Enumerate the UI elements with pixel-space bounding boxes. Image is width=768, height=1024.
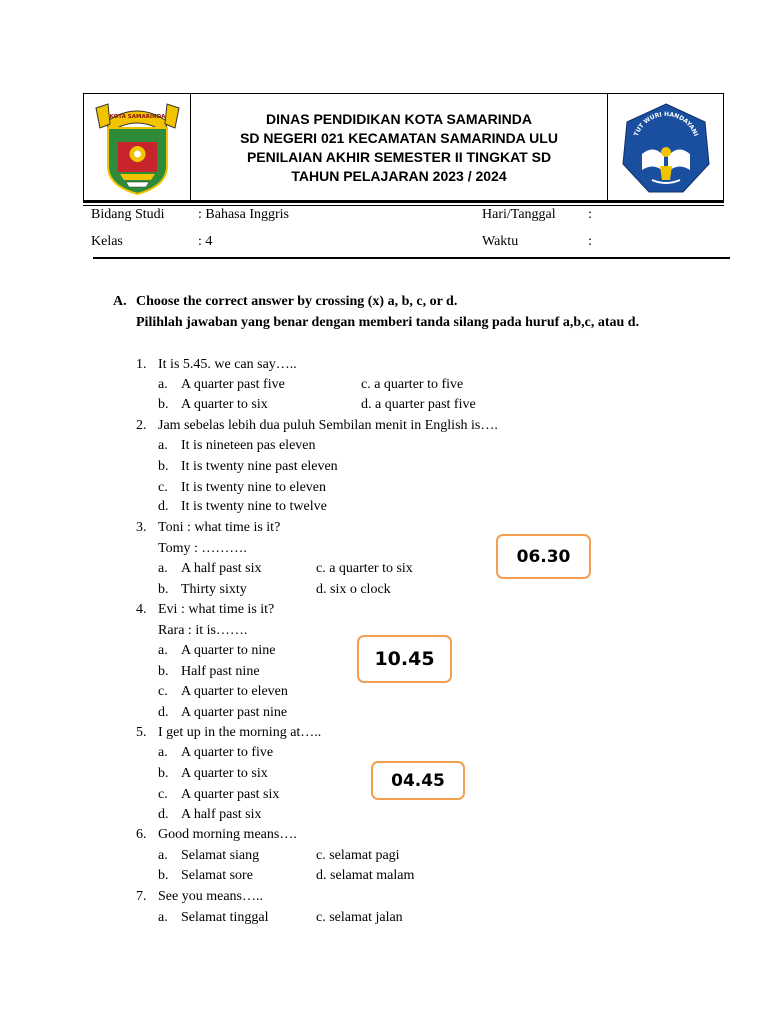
option-a[interactable]: Selamat tinggal	[181, 910, 269, 925]
header-line-1: DINAS PENDIDIKAN KOTA SAMARINDA	[266, 110, 532, 127]
option-a[interactable]: A quarter past five	[181, 377, 285, 392]
class-value: : 4	[198, 234, 213, 249]
header-divider-thick	[83, 200, 724, 203]
option-c[interactable]: c. a quarter to six	[316, 561, 413, 576]
option-b[interactable]: It is twenty nine past eleven	[181, 459, 338, 474]
option-d[interactable]: A half past six	[181, 807, 262, 822]
question-text: Evi : what time is it?	[158, 602, 275, 617]
question-text: Good morning means….	[158, 827, 297, 842]
question-number: 4.	[136, 602, 147, 617]
header-box	[83, 93, 724, 202]
option-b[interactable]: Selamat sore	[181, 868, 253, 883]
time-label: Waktu	[482, 234, 519, 249]
samarinda-logo	[84, 94, 191, 201]
header-line-4: TAHUN PELAJARAN 2023 / 2024	[291, 167, 507, 184]
option-letter: d.	[158, 499, 169, 514]
option-letter: b.	[158, 582, 169, 597]
tut-wuri-logo-cell	[607, 94, 723, 201]
option-letter: d.	[158, 807, 169, 822]
section-letter: A.	[113, 294, 127, 309]
option-d[interactable]: d. six o clock	[316, 582, 391, 597]
header-title	[191, 94, 607, 201]
subject-label: Bidang Studi	[91, 207, 165, 222]
option-letter: b.	[158, 766, 169, 781]
clock-time-box: 10.45	[357, 635, 452, 683]
option-a[interactable]: It is nineteen pas eleven	[181, 438, 316, 453]
option-c[interactable]: A quarter to eleven	[181, 684, 288, 699]
option-c[interactable]: c. selamat pagi	[316, 848, 400, 863]
option-letter: a.	[158, 438, 168, 453]
tut-wuri-handayani-logo	[608, 94, 724, 201]
question-text: Toni : what time is it?	[158, 520, 281, 535]
question-number: 1.	[136, 357, 147, 372]
option-d[interactable]: A quarter past nine	[181, 705, 288, 720]
section-instruction-en: Choose the correct answer by crossing (x) a, b, c, or d.	[136, 294, 458, 309]
option-d[interactable]: d. a quarter past five	[361, 397, 476, 412]
option-c[interactable]: c. selamat jalan	[316, 910, 403, 925]
option-d[interactable]: It is twenty nine to twelve	[181, 499, 327, 514]
option-a[interactable]: A quarter to nine	[181, 643, 276, 658]
option-c[interactable]: A quarter past six	[181, 787, 280, 802]
option-b[interactable]: A quarter to six	[181, 397, 268, 412]
header-divider-thin	[83, 205, 724, 206]
option-a[interactable]: A half past six	[181, 561, 262, 576]
question-text: It is 5.45. we can say…..	[158, 357, 297, 372]
option-letter: a.	[158, 745, 168, 760]
option-a[interactable]: Selamat siang	[181, 848, 260, 863]
question-number: 5.	[136, 725, 147, 740]
clock-time-box: 04.45	[371, 761, 465, 800]
option-a[interactable]: A quarter to five	[181, 745, 274, 760]
info-divider	[93, 257, 730, 259]
option-letter: b.	[158, 397, 169, 412]
svg-text:KOTA SAMARINDA: KOTA SAMARINDA	[109, 114, 166, 120]
svg-text:TUT WURI HANDAYANI: TUT WURI HANDAYANI	[632, 110, 700, 138]
option-letter: d.	[158, 705, 169, 720]
option-d[interactable]: d. selamat malam	[316, 868, 415, 883]
question-number: 7.	[136, 889, 147, 904]
question-text-line2: Rara : it is…….	[158, 623, 248, 638]
question-text-line2: Tomy : ……….	[158, 541, 247, 556]
option-letter: a.	[158, 377, 168, 392]
day-label: Hari/Tanggal	[482, 207, 556, 222]
header-line-2: SD NEGERI 021 KECAMATAN SAMARINDA ULU	[240, 129, 558, 146]
option-letter: b.	[158, 459, 169, 474]
question-text: I get up in the morning at…..	[158, 725, 322, 740]
day-value: :	[588, 207, 592, 222]
option-letter: a.	[158, 848, 168, 863]
question-text: Jam sebelas lebih dua puluh Sembilan menit in English is….	[158, 418, 498, 433]
option-letter: b.	[158, 664, 169, 679]
header-line-3: PENILAIAN AKHIR SEMESTER II TINGKAT SD	[246, 148, 552, 165]
option-c[interactable]: It is twenty nine to eleven	[181, 480, 327, 495]
question-text: See you means…..	[158, 889, 263, 904]
samarinda-logo-cell	[84, 94, 191, 201]
option-letter: a.	[158, 561, 168, 576]
option-letter: a.	[158, 910, 168, 925]
option-b[interactable]: A quarter to six	[181, 766, 268, 781]
option-letter: b.	[158, 868, 169, 883]
option-c[interactable]: c. a quarter to five	[361, 377, 464, 392]
section-instruction-id: Pilihlah jawaban yang benar dengan memberi tanda silang pada huruf a,b,c, atau d.	[136, 315, 640, 330]
question-number: 3.	[136, 520, 147, 535]
clock-time-box: 06.30	[496, 534, 591, 579]
option-b[interactable]: Thirty sixty	[181, 582, 247, 597]
option-letter: a.	[158, 643, 168, 658]
time-value: :	[588, 234, 592, 249]
class-label: Kelas	[91, 234, 123, 249]
question-number: 2.	[136, 418, 147, 433]
option-letter: c.	[158, 480, 168, 495]
option-letter: c.	[158, 787, 168, 802]
option-letter: c.	[158, 684, 168, 699]
option-b[interactable]: Half past nine	[181, 664, 260, 679]
subject-value: : Bahasa Inggris	[198, 207, 289, 222]
question-number: 6.	[136, 827, 147, 842]
